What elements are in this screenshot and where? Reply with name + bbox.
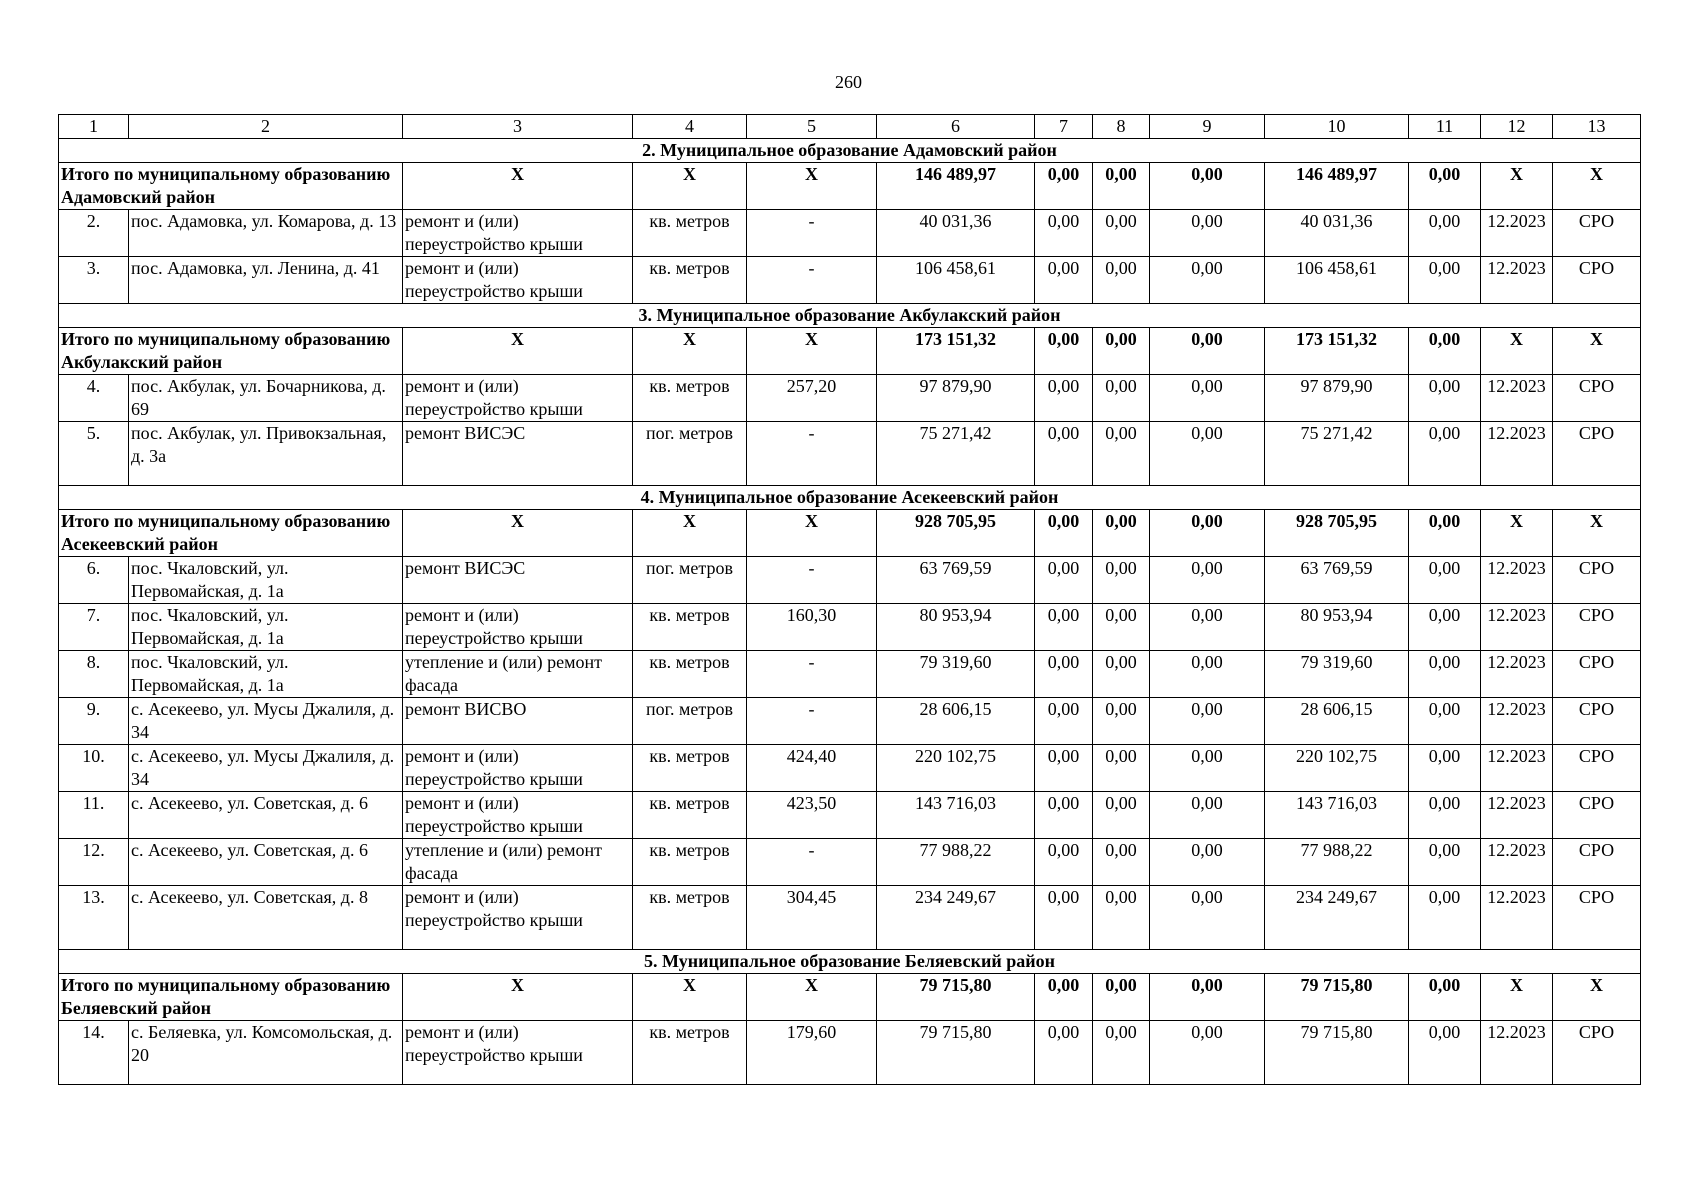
row-number: 7. [59, 604, 129, 651]
col-10-cell: 75 271,42 [1265, 422, 1409, 486]
total-col-11: 0,00 [1409, 974, 1481, 1021]
row-number: 13. [59, 886, 129, 950]
col-9-cell: 0,00 [1150, 557, 1265, 604]
volume-cell: 160,30 [747, 604, 877, 651]
cost-total-cell: 79 319,60 [877, 651, 1035, 698]
volume-cell: - [747, 210, 877, 257]
total-col-12: X [1481, 974, 1553, 1021]
address-cell: пос. Адамовка, ул. Комарова, д. 13 [129, 210, 403, 257]
address-cell: пос. Чкаловский, ул. Первомайская, д. 1а [129, 604, 403, 651]
col-8-cell: 0,00 [1093, 210, 1150, 257]
col-10-cell: 106 458,61 [1265, 257, 1409, 304]
col-8-cell: 0,00 [1093, 651, 1150, 698]
col-11-cell: 0,00 [1409, 422, 1481, 486]
total-col-3: X [403, 163, 633, 210]
table-row [59, 1021, 1641, 1085]
work-type-cell: утепление и (или) ремонт фасада [403, 651, 633, 698]
unit-cell: кв. метров [633, 651, 747, 698]
row-number: 6. [59, 557, 129, 604]
total-col-10: 173 151,32 [1265, 328, 1409, 375]
work-type-cell: ремонт ВИСВО [403, 698, 633, 745]
col-10-cell: 79 715,80 [1265, 1021, 1409, 1085]
unit-cell: кв. метров [633, 839, 747, 886]
table-row [59, 651, 1641, 698]
col-8-cell: 0,00 [1093, 792, 1150, 839]
volume-cell: - [747, 839, 877, 886]
row-number: 10. [59, 745, 129, 792]
total-col-11: 0,00 [1409, 510, 1481, 557]
address-cell: с. Асекеево, ул. Мусы Джалиля, д. 34 [129, 698, 403, 745]
unit-cell: пог. метров [633, 557, 747, 604]
work-type-cell: ремонт и (или) переустройство крыши [403, 1021, 633, 1085]
cost-total-cell: 63 769,59 [877, 557, 1035, 604]
table-row [59, 422, 1641, 486]
total-col-8: 0,00 [1093, 974, 1150, 1021]
cost-total-cell: 79 715,80 [877, 1021, 1035, 1085]
unit-cell: кв. метров [633, 886, 747, 950]
column-number: 10 [1265, 115, 1409, 139]
total-col-7: 0,00 [1035, 974, 1093, 1021]
cost-total-cell: 220 102,75 [877, 745, 1035, 792]
total-col-13: X [1553, 328, 1641, 375]
cost-total-cell: 97 879,90 [877, 375, 1035, 422]
row-number: 12. [59, 839, 129, 886]
col-8-cell: 0,00 [1093, 375, 1150, 422]
total-col-9: 0,00 [1150, 510, 1265, 557]
deadline-cell: 12.2023 [1481, 698, 1553, 745]
col-9-cell: 0,00 [1150, 210, 1265, 257]
table-row [59, 604, 1641, 651]
col-11-cell: 0,00 [1409, 698, 1481, 745]
col-11-cell: 0,00 [1409, 604, 1481, 651]
total-col-13: X [1553, 163, 1641, 210]
unit-cell: пог. метров [633, 698, 747, 745]
volume-cell: - [747, 257, 877, 304]
total-row [59, 510, 1641, 557]
col-10-cell: 28 606,15 [1265, 698, 1409, 745]
section-header [59, 950, 1641, 974]
deadline-cell: 12.2023 [1481, 745, 1553, 792]
total-col-7: 0,00 [1035, 328, 1093, 375]
col-9-cell: 0,00 [1150, 886, 1265, 950]
section-title: 3. Муниципальное образование Акбулакский район [59, 304, 1641, 328]
col-7-cell: 0,00 [1035, 1021, 1093, 1085]
table-row [59, 839, 1641, 886]
column-number: 11 [1409, 115, 1481, 139]
col-7-cell: 0,00 [1035, 698, 1093, 745]
col-8-cell: 0,00 [1093, 604, 1150, 651]
address-cell: с. Асекеево, ул. Мусы Джалиля, д. 34 [129, 745, 403, 792]
table-row [59, 745, 1641, 792]
col-11-cell: 0,00 [1409, 886, 1481, 950]
volume-cell: - [747, 422, 877, 486]
col-7-cell: 0,00 [1035, 745, 1093, 792]
col-11-cell: 0,00 [1409, 1021, 1481, 1085]
col-10-cell: 220 102,75 [1265, 745, 1409, 792]
column-number: 13 [1553, 115, 1641, 139]
total-col-10: 79 715,80 [1265, 974, 1409, 1021]
address-cell: пос. Акбулак, ул. Бочарникова, д. 69 [129, 375, 403, 422]
unit-cell: кв. метров [633, 745, 747, 792]
total-col-5: X [747, 163, 877, 210]
deadline-cell: 12.2023 [1481, 604, 1553, 651]
work-type-cell: ремонт и (или) переустройство крыши [403, 375, 633, 422]
total-col-11: 0,00 [1409, 328, 1481, 375]
col-9-cell: 0,00 [1150, 604, 1265, 651]
total-col-10: 928 705,95 [1265, 510, 1409, 557]
total-label: Итого по муниципальному образованию Асекеевский район [59, 510, 403, 557]
address-cell: пос. Адамовка, ул. Ленина, д. 41 [129, 257, 403, 304]
method-cell: СРО [1553, 886, 1641, 950]
column-number: 5 [747, 115, 877, 139]
column-number-row [59, 115, 1641, 139]
total-col-3: X [403, 510, 633, 557]
total-col-9: 0,00 [1150, 163, 1265, 210]
col-8-cell: 0,00 [1093, 698, 1150, 745]
row-number: 8. [59, 651, 129, 698]
col-7-cell: 0,00 [1035, 210, 1093, 257]
column-number: 12 [1481, 115, 1553, 139]
col-11-cell: 0,00 [1409, 210, 1481, 257]
total-label: Итого по муниципальному образованию Беляевский район [59, 974, 403, 1021]
col-8-cell: 0,00 [1093, 557, 1150, 604]
section-header [59, 304, 1641, 328]
col-7-cell: 0,00 [1035, 792, 1093, 839]
address-cell: пос. Акбулак, ул. Привокзальная, д. 3а [129, 422, 403, 486]
volume-cell: 423,50 [747, 792, 877, 839]
deadline-cell: 12.2023 [1481, 651, 1553, 698]
total-col-4: X [633, 510, 747, 557]
table-row [59, 210, 1641, 257]
work-type-cell: ремонт ВИСЭС [403, 557, 633, 604]
unit-cell: кв. метров [633, 792, 747, 839]
section-header [59, 139, 1641, 163]
col-8-cell: 0,00 [1093, 886, 1150, 950]
total-col-5: X [747, 510, 877, 557]
column-number: 8 [1093, 115, 1150, 139]
total-col-4: X [633, 328, 747, 375]
col-11-cell: 0,00 [1409, 375, 1481, 422]
total-row [59, 974, 1641, 1021]
row-number: 9. [59, 698, 129, 745]
total-col-10: 146 489,97 [1265, 163, 1409, 210]
total-col-6: 146 489,97 [877, 163, 1035, 210]
col-10-cell: 40 031,36 [1265, 210, 1409, 257]
volume-cell: 304,45 [747, 886, 877, 950]
col-9-cell: 0,00 [1150, 375, 1265, 422]
unit-cell: кв. метров [633, 604, 747, 651]
unit-cell: кв. метров [633, 257, 747, 304]
col-10-cell: 63 769,59 [1265, 557, 1409, 604]
column-number: 6 [877, 115, 1035, 139]
total-col-4: X [633, 163, 747, 210]
col-8-cell: 0,00 [1093, 839, 1150, 886]
work-type-cell: ремонт и (или) переустройство крыши [403, 792, 633, 839]
unit-cell: кв. метров [633, 375, 747, 422]
total-col-7: 0,00 [1035, 510, 1093, 557]
total-col-12: X [1481, 328, 1553, 375]
method-cell: СРО [1553, 604, 1641, 651]
cost-total-cell: 28 606,15 [877, 698, 1035, 745]
address-cell: с. Беляевка, ул. Комсомольская, д. 20 [129, 1021, 403, 1085]
work-type-cell: ремонт и (или) переустройство крыши [403, 257, 633, 304]
col-7-cell: 0,00 [1035, 604, 1093, 651]
method-cell: СРО [1553, 651, 1641, 698]
address-cell: пос. Чкаловский, ул. Первомайская, д. 1а [129, 651, 403, 698]
column-number: 2 [129, 115, 403, 139]
col-7-cell: 0,00 [1035, 651, 1093, 698]
total-col-8: 0,00 [1093, 510, 1150, 557]
cost-total-cell: 77 988,22 [877, 839, 1035, 886]
col-7-cell: 0,00 [1035, 375, 1093, 422]
col-11-cell: 0,00 [1409, 839, 1481, 886]
cost-total-cell: 75 271,42 [877, 422, 1035, 486]
table-row [59, 257, 1641, 304]
row-number: 4. [59, 375, 129, 422]
section-header [59, 486, 1641, 510]
work-type-cell: утепление и (или) ремонт фасада [403, 839, 633, 886]
total-row [59, 163, 1641, 210]
table-row [59, 886, 1641, 950]
col-11-cell: 0,00 [1409, 745, 1481, 792]
col-9-cell: 0,00 [1150, 839, 1265, 886]
deadline-cell: 12.2023 [1481, 839, 1553, 886]
col-10-cell: 97 879,90 [1265, 375, 1409, 422]
total-row [59, 328, 1641, 375]
work-type-cell: ремонт ВИСЭС [403, 422, 633, 486]
section-title: 2. Муниципальное образование Адамовский район [59, 139, 1641, 163]
col-7-cell: 0,00 [1035, 422, 1093, 486]
method-cell: СРО [1553, 839, 1641, 886]
total-col-9: 0,00 [1150, 974, 1265, 1021]
method-cell: СРО [1553, 257, 1641, 304]
method-cell: СРО [1553, 422, 1641, 486]
total-col-8: 0,00 [1093, 328, 1150, 375]
unit-cell: пог. метров [633, 422, 747, 486]
table-row [59, 698, 1641, 745]
section-title: 5. Муниципальное образование Беляевский район [59, 950, 1641, 974]
total-label: Итого по муниципальному образованию Адамовский район [59, 163, 403, 210]
total-col-6: 79 715,80 [877, 974, 1035, 1021]
cost-total-cell: 234 249,67 [877, 886, 1035, 950]
unit-cell: кв. метров [633, 1021, 747, 1085]
volume-cell: - [747, 557, 877, 604]
col-11-cell: 0,00 [1409, 651, 1481, 698]
table-row [59, 557, 1641, 604]
deadline-cell: 12.2023 [1481, 557, 1553, 604]
col-10-cell: 79 319,60 [1265, 651, 1409, 698]
row-number: 2. [59, 210, 129, 257]
volume-cell: 424,40 [747, 745, 877, 792]
work-type-cell: ремонт и (или) переустройство крыши [403, 210, 633, 257]
total-col-6: 173 151,32 [877, 328, 1035, 375]
method-cell: СРО [1553, 375, 1641, 422]
row-number: 11. [59, 792, 129, 839]
col-11-cell: 0,00 [1409, 557, 1481, 604]
deadline-cell: 12.2023 [1481, 1021, 1553, 1085]
deadline-cell: 12.2023 [1481, 375, 1553, 422]
volume-cell: - [747, 698, 877, 745]
col-9-cell: 0,00 [1150, 651, 1265, 698]
cost-total-cell: 143 716,03 [877, 792, 1035, 839]
cost-total-cell: 106 458,61 [877, 257, 1035, 304]
repair-program-table [58, 114, 1641, 1085]
col-7-cell: 0,00 [1035, 257, 1093, 304]
deadline-cell: 12.2023 [1481, 257, 1553, 304]
method-cell: СРО [1553, 210, 1641, 257]
work-type-cell: ремонт и (или) переустройство крыши [403, 604, 633, 651]
address-cell: с. Асекеево, ул. Советская, д. 8 [129, 886, 403, 950]
total-col-9: 0,00 [1150, 328, 1265, 375]
col-9-cell: 0,00 [1150, 792, 1265, 839]
col-10-cell: 77 988,22 [1265, 839, 1409, 886]
col-9-cell: 0,00 [1150, 422, 1265, 486]
deadline-cell: 12.2023 [1481, 792, 1553, 839]
total-col-6: 928 705,95 [877, 510, 1035, 557]
total-col-5: X [747, 974, 877, 1021]
col-9-cell: 0,00 [1150, 257, 1265, 304]
method-cell: СРО [1553, 557, 1641, 604]
col-10-cell: 234 249,67 [1265, 886, 1409, 950]
total-col-12: X [1481, 163, 1553, 210]
address-cell: пос. Чкаловский, ул. Первомайская, д. 1а [129, 557, 403, 604]
address-cell: с. Асекеево, ул. Советская, д. 6 [129, 792, 403, 839]
deadline-cell: 12.2023 [1481, 886, 1553, 950]
row-number: 3. [59, 257, 129, 304]
total-col-3: X [403, 328, 633, 375]
volume-cell: 257,20 [747, 375, 877, 422]
table-row [59, 792, 1641, 839]
total-col-4: X [633, 974, 747, 1021]
volume-cell: - [747, 651, 877, 698]
table-row [59, 375, 1641, 422]
column-number: 3 [403, 115, 633, 139]
method-cell: СРО [1553, 792, 1641, 839]
deadline-cell: 12.2023 [1481, 210, 1553, 257]
col-10-cell: 80 953,94 [1265, 604, 1409, 651]
col-9-cell: 0,00 [1150, 1021, 1265, 1085]
col-7-cell: 0,00 [1035, 886, 1093, 950]
method-cell: СРО [1553, 698, 1641, 745]
column-number: 4 [633, 115, 747, 139]
column-number: 1 [59, 115, 129, 139]
total-col-12: X [1481, 510, 1553, 557]
col-7-cell: 0,00 [1035, 839, 1093, 886]
column-number: 7 [1035, 115, 1093, 139]
col-11-cell: 0,00 [1409, 257, 1481, 304]
work-type-cell: ремонт и (или) переустройство крыши [403, 886, 633, 950]
col-11-cell: 0,00 [1409, 792, 1481, 839]
method-cell: СРО [1553, 1021, 1641, 1085]
total-col-8: 0,00 [1093, 163, 1150, 210]
total-col-13: X [1553, 974, 1641, 1021]
volume-cell: 179,60 [747, 1021, 877, 1085]
row-number: 14. [59, 1021, 129, 1085]
cost-total-cell: 40 031,36 [877, 210, 1035, 257]
row-number: 5. [59, 422, 129, 486]
method-cell: СРО [1553, 745, 1641, 792]
total-col-3: X [403, 974, 633, 1021]
col-7-cell: 0,00 [1035, 557, 1093, 604]
total-col-13: X [1553, 510, 1641, 557]
section-title: 4. Муниципальное образование Асекеевский район [59, 486, 1641, 510]
cost-total-cell: 80 953,94 [877, 604, 1035, 651]
col-10-cell: 143 716,03 [1265, 792, 1409, 839]
column-number: 9 [1150, 115, 1265, 139]
col-8-cell: 0,00 [1093, 422, 1150, 486]
col-8-cell: 0,00 [1093, 745, 1150, 792]
total-label: Итого по муниципальному образованию Акбулакский район [59, 328, 403, 375]
col-9-cell: 0,00 [1150, 698, 1265, 745]
col-8-cell: 0,00 [1093, 257, 1150, 304]
total-col-11: 0,00 [1409, 163, 1481, 210]
total-col-5: X [747, 328, 877, 375]
col-8-cell: 0,00 [1093, 1021, 1150, 1085]
work-type-cell: ремонт и (или) переустройство крыши [403, 745, 633, 792]
unit-cell: кв. метров [633, 210, 747, 257]
deadline-cell: 12.2023 [1481, 422, 1553, 486]
table-body [59, 115, 1641, 1085]
col-9-cell: 0,00 [1150, 745, 1265, 792]
page-number: 260 [835, 72, 862, 92]
address-cell: с. Асекеево, ул. Советская, д. 6 [129, 839, 403, 886]
total-col-7: 0,00 [1035, 163, 1093, 210]
